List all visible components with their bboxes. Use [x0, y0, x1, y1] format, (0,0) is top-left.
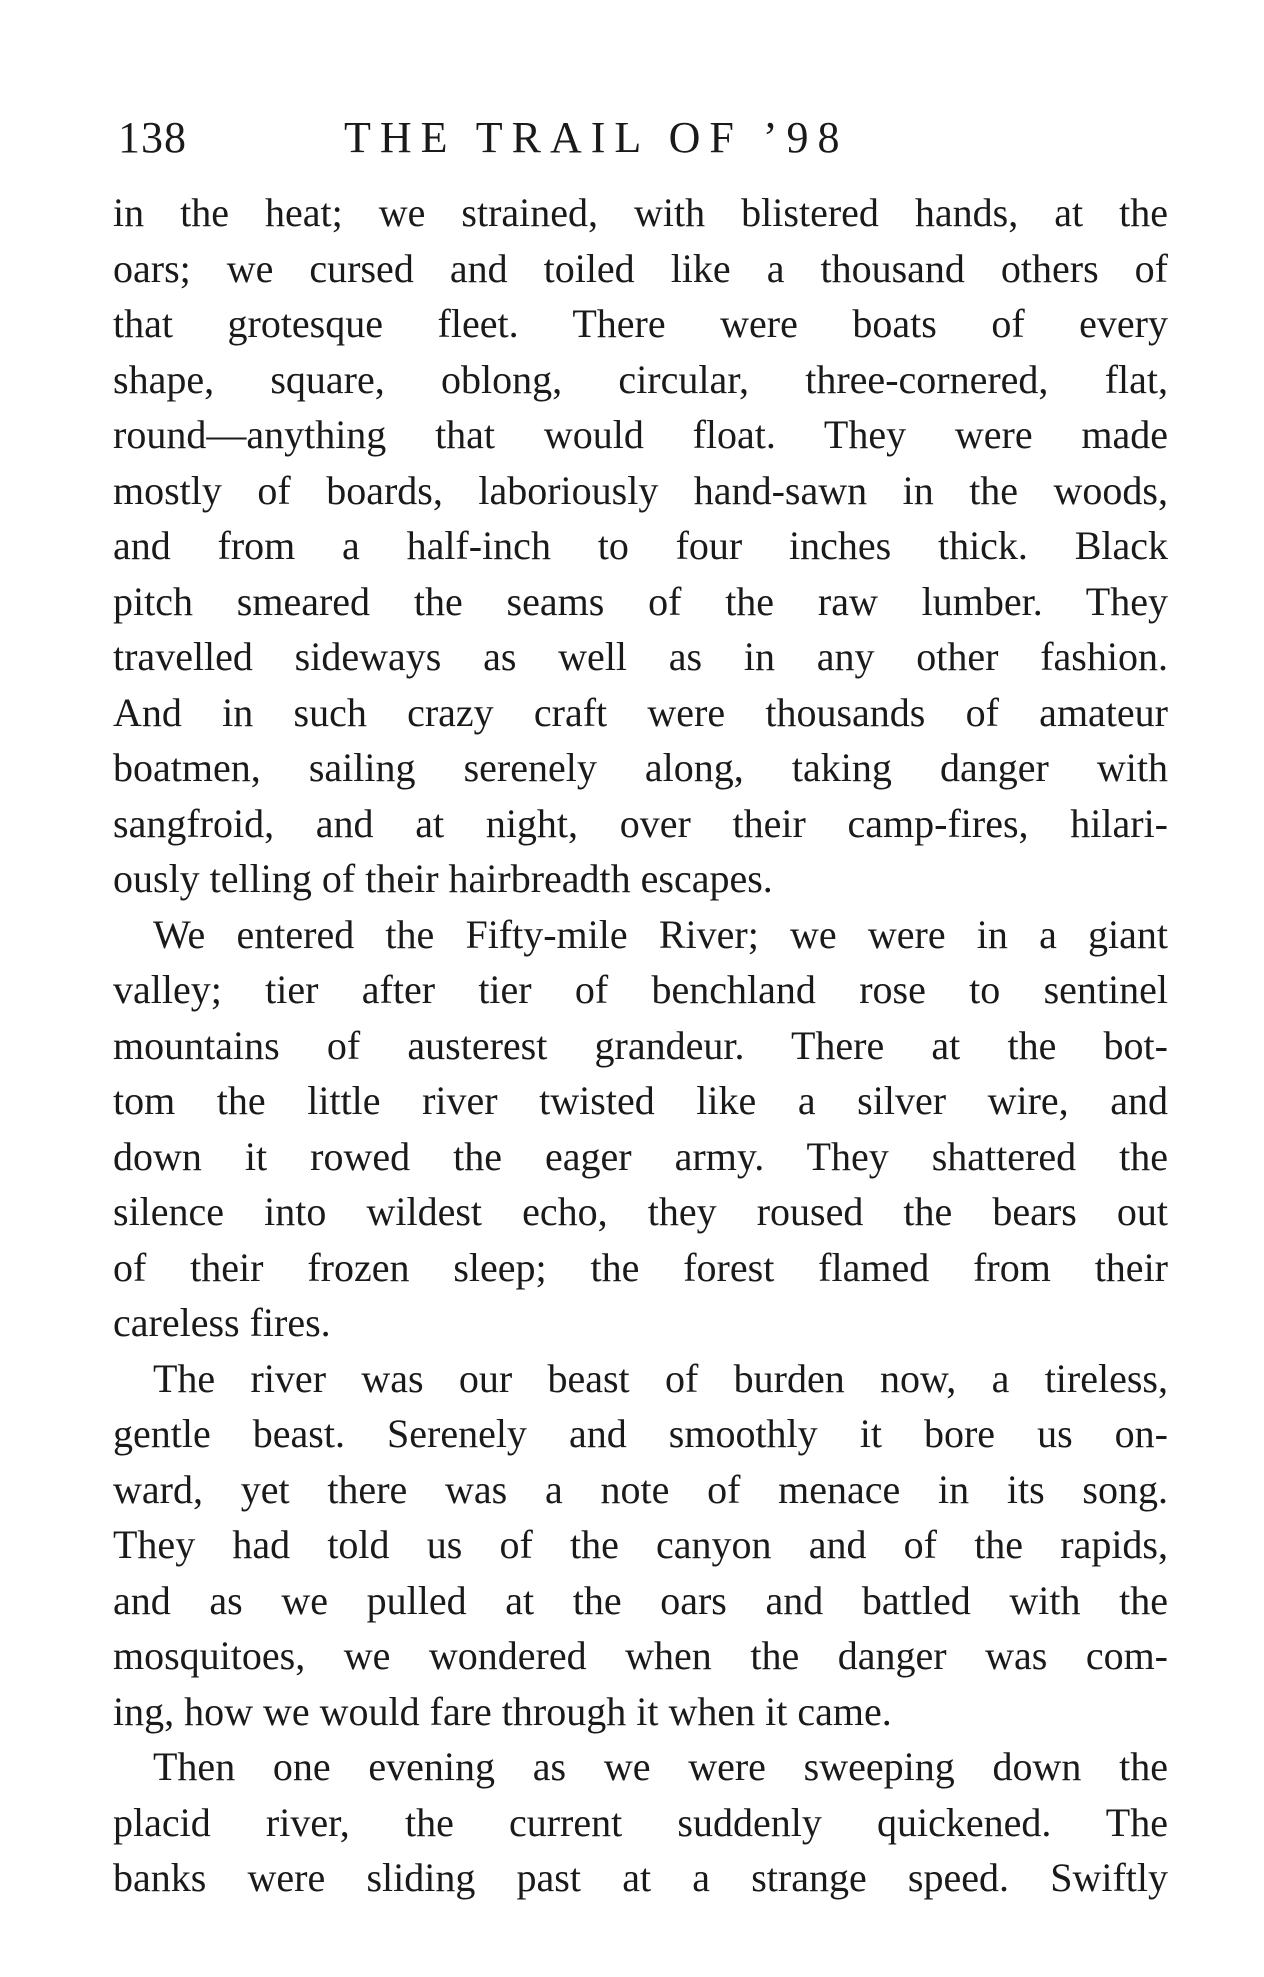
text-line: of their frozen sleep; the forest flamed from their	[113, 1244, 1168, 1290]
text-line: down it rowed the eager army. They shattered the	[113, 1133, 1168, 1179]
paragraph-1	[113, 185, 1168, 907]
text-line: in the heat; we strained, with blistered hands, at the	[113, 190, 1168, 235]
text-line: pitch smeared the seams of the raw lumber. They	[113, 578, 1168, 624]
text-line: that grotesque fleet. There were boats of every	[113, 301, 1168, 346]
text-line: careless fires.	[113, 1300, 331, 1345]
text-line: We entered the Fifty-mile River; we were in a giant	[153, 911, 1168, 957]
text-line: sangfroid, and at night, over their camp-fires, hilari-	[113, 800, 1168, 846]
text-line: shape, square, oblong, circular, three-cornered, flat,	[113, 356, 1168, 402]
text-line: round—anything that would float. They were made	[113, 412, 1168, 457]
running-title: THE TRAIL OF ’98	[344, 113, 849, 162]
text-line: silence into wildest echo, they roused the bears out	[113, 1189, 1168, 1234]
text-line: travelled sideways as well as in any other fashion.	[113, 634, 1168, 679]
text-line: banks were sliding past at a strange speed. Swiftly	[113, 1855, 1168, 1900]
body-text	[113, 185, 1168, 1906]
text-line: mountains of austerest grandeur. There at the bot-	[113, 1022, 1168, 1068]
text-line: and as we pulled at the oars and battled with the	[113, 1577, 1168, 1623]
paragraph-2	[113, 907, 1168, 1351]
text-line: placid river, the current suddenly quickened. The	[113, 1799, 1168, 1845]
text-line: boatmen, sailing serenely along, taking danger with	[113, 745, 1168, 790]
text-line: mostly of boards, laboriously hand-sawn in the woods,	[113, 467, 1168, 513]
page-number: 138	[118, 113, 187, 162]
text-line: tom the little river twisted like a silver wire, and	[113, 1078, 1168, 1123]
text-line: ward, yet there was a note of menace in its song.	[113, 1466, 1168, 1512]
text-line: The river was our beast of burden now, a tireless,	[153, 1355, 1168, 1401]
text-line: ously telling of their hairbreadth escapes.	[113, 856, 773, 901]
text-line: gentle beast. Serenely and smoothly it bore us on-	[113, 1411, 1168, 1456]
text-line: and from a half-inch to four inches thick. Black	[113, 523, 1168, 568]
paragraph-4	[113, 1739, 1168, 1906]
text-line: They had told us of the canyon and of the rapids,	[113, 1522, 1168, 1567]
paragraph-3	[113, 1351, 1168, 1740]
text-line: And in such crazy craft were thousands of amateur	[113, 689, 1168, 735]
text-line: Then one evening as we were sweeping down the	[153, 1744, 1168, 1789]
text-line: mosquitoes, we wondered when the danger was com-	[113, 1633, 1168, 1678]
text-line: valley; tier after tier of benchland rose to sentinel	[113, 967, 1168, 1012]
text-line: ing, how we would fare through it when it came.	[113, 1688, 892, 1734]
text-line: oars; we cursed and toiled like a thousand others of	[113, 245, 1168, 291]
running-head	[118, 108, 1168, 168]
